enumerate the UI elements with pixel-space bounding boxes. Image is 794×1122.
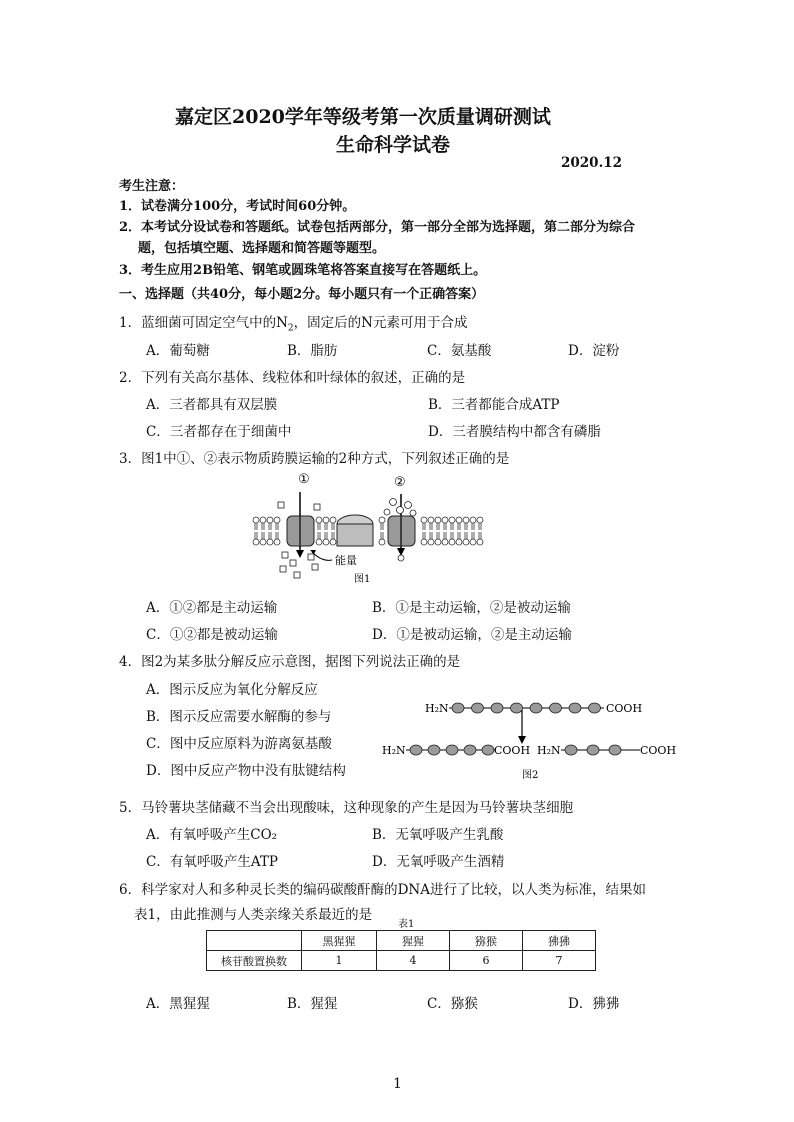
notice-item-2-cont: 题，包括填空题、选择题和简答题等题型。	[138, 241, 386, 256]
question-1-stem: 1．蓝细菌可固定空气中的$N_2$，固定后的N元素可用于合成	[119, 315, 468, 334]
amino-acid-bead	[565, 745, 577, 755]
phospholipid-head	[463, 517, 469, 523]
phospholipid-tail	[325, 523, 327, 530]
page-subtitle: 生命科学试卷	[336, 134, 451, 156]
question-2-stem: 2．下列有关高尔基体、线粒体和叶绿体的叙述，正确的是	[119, 370, 466, 386]
amino-acid-bead	[472, 703, 484, 713]
energy-label: 能量	[335, 554, 357, 567]
phospholipid-tail	[437, 532, 439, 539]
amino-acid-bead	[464, 745, 476, 755]
left-product-amino-end: H₂N	[382, 744, 406, 757]
phospholipid-tail	[318, 523, 320, 530]
q1-option-d: D．淀粉	[568, 343, 620, 359]
phospholipid-tail	[479, 532, 481, 539]
phospholipid-head	[470, 539, 476, 545]
q5-option-b: B．无氧呼吸产生乳酸	[372, 827, 504, 843]
phospholipid-head	[330, 517, 336, 523]
phospholipid-tail	[458, 532, 460, 539]
q1-option-c: C．氨基酸	[427, 343, 492, 359]
table-row	[207, 951, 596, 971]
table-1	[206, 930, 596, 971]
phospholipid-head	[253, 517, 259, 523]
phospholipid-head	[456, 517, 462, 523]
amino-acid-bead	[587, 745, 599, 755]
q4-option-c: C．图中反应原料为游离氨基酸	[146, 736, 332, 752]
phospholipid-head	[316, 517, 322, 523]
notice-item-2: 2．本考试分设试卷和答题纸。试卷包括两部分，第一部分全部为选择题，第二部分为综合	[119, 220, 636, 235]
q3-option-b: B．①是主动运输，②是被动运输	[372, 600, 571, 616]
table-header-row	[207, 931, 596, 951]
phospholipid-head	[316, 539, 322, 545]
section-heading: 一、选择题（共40分，每小题2分。每小题只有一个正确答案）	[119, 287, 485, 302]
phospholipid-tail	[318, 532, 320, 539]
figure-2-peptide-diagram	[380, 692, 680, 784]
phospholipid-head	[456, 539, 462, 545]
amino-acid-bead	[609, 745, 621, 755]
phospholipid-head	[435, 539, 441, 545]
phospholipid-tail	[269, 532, 271, 539]
amino-acid-bead	[482, 745, 494, 755]
phospholipid-tail	[262, 532, 264, 539]
amino-acid-bead	[589, 703, 601, 713]
phospholipid-tail	[423, 532, 425, 539]
phospholipid-head	[379, 517, 385, 523]
amino-acid-bead	[491, 703, 503, 713]
phospholipid-head	[435, 517, 441, 523]
q2-option-a: A．三者都具有双层膜	[146, 397, 278, 413]
page-number: 1	[393, 1076, 402, 1092]
right-product-carboxyl-end: COOH	[640, 744, 677, 757]
notice-heading: 考生注意：	[119, 179, 185, 194]
q1-option-a: A．葡萄糖	[146, 343, 210, 359]
channel-protein	[337, 524, 373, 546]
phospholipid-head	[260, 517, 266, 523]
phospholipid-head	[330, 539, 336, 545]
question-5-stem: 5．马铃薯块茎储藏不当会出现酸味，这种现象的产生是因为马铃薯块茎细胞	[119, 800, 574, 816]
left-product-carboxyl-end: COOH	[494, 744, 531, 757]
right-product-amino-end: H₂N	[537, 744, 561, 757]
phospholipid-head	[260, 539, 266, 545]
amino-acid-bead	[428, 745, 440, 755]
table-cell: 4	[377, 951, 450, 971]
phospholipid-head	[267, 517, 273, 523]
phospholipid-tail	[255, 523, 257, 530]
q6-option-d: D．狒狒	[568, 996, 620, 1012]
q5-option-d: D．无氧呼吸产生酒精	[372, 854, 505, 870]
figure-2-caption: 图2	[522, 770, 539, 781]
phospholipid-tail	[430, 523, 432, 530]
q3-option-a: A．①②都是主动运输	[146, 600, 278, 616]
top-amino-end: H₂N	[425, 702, 449, 715]
phospholipid-tail	[430, 532, 432, 539]
q3-option-c: C．①②都是被动运输	[146, 627, 278, 643]
phospholipid-head	[442, 517, 448, 523]
phospholipid-tail	[276, 523, 278, 530]
phospholipid-head	[477, 517, 483, 523]
phospholipid-head	[274, 517, 280, 523]
phospholipid-tail	[465, 532, 467, 539]
phospholipid-tail	[381, 532, 383, 539]
phospholipid-head	[477, 539, 483, 545]
phospholipid-head	[267, 539, 273, 545]
phospholipid-tail	[332, 523, 334, 530]
q1-option-b: B．脂肪	[287, 343, 338, 359]
q4-option-b: B．图示反应需要水解酶的参与	[146, 709, 332, 725]
phospholipid-tail	[458, 523, 460, 530]
phospholipid-tail	[472, 523, 474, 530]
notice-item-1: 1．试卷满分100分，考试时间60分钟。	[119, 199, 356, 214]
figure-1-membrane-diagram	[250, 472, 490, 584]
table-cell: 6	[450, 951, 523, 971]
table-cell: 1	[302, 951, 377, 971]
table-header-cell: 猕猴	[450, 931, 523, 951]
figure-1-caption: 图1	[354, 574, 371, 584]
amino-acid-bead	[550, 703, 562, 713]
phospholipid-head	[428, 517, 434, 523]
phospholipid-tail	[479, 523, 481, 530]
amino-acid-bead	[410, 745, 422, 755]
phospholipid-tail	[325, 532, 327, 539]
q6-option-a: A．黑猩猩	[146, 996, 210, 1012]
question-3-stem: 3．图1中①、②表示物质跨膜运输的2种方式，下列叙述正确的是	[119, 451, 510, 467]
phospholipid-tail	[472, 532, 474, 539]
table-cell: 7	[523, 951, 596, 971]
q6-option-b: B．猩猩	[287, 996, 338, 1012]
phospholipid-head	[470, 517, 476, 523]
amino-acid-bead	[452, 703, 464, 713]
phospholipid-tail	[332, 532, 334, 539]
phospholipid-tail	[444, 523, 446, 530]
phospholipid-head	[421, 539, 427, 545]
phospholipid-tail	[451, 523, 453, 530]
table-header-cell: 猩猩	[377, 931, 450, 951]
phospholipid-head	[449, 517, 455, 523]
q2-option-d: D．三者膜结构中都含有磷脂	[428, 424, 601, 440]
phospholipid-tail	[262, 523, 264, 530]
top-carboxyl-end: COOH	[606, 702, 643, 715]
phospholipid-head	[323, 539, 329, 545]
table-row-label: 核苷酸置换数	[207, 951, 302, 971]
phospholipid-tail	[451, 532, 453, 539]
q5-option-c: C．有氧呼吸产生ATP	[146, 854, 278, 870]
q4-option-d: D．图中反应产物中没有肽键结构	[146, 763, 346, 779]
q2-option-b: B．三者都能合成ATP	[428, 397, 560, 413]
phospholipid-tail	[444, 532, 446, 539]
table-1-caption: 表1	[398, 919, 415, 930]
phospholipid-tail	[276, 532, 278, 539]
phospholipid-head	[274, 539, 280, 545]
question-4-stem: 4．图2为某多肽分解反应示意图，据图下列说法正确的是	[119, 654, 461, 670]
q5-option-a: A．有氧呼吸产生CO₂	[146, 827, 278, 843]
table-header-cell: 狒狒	[523, 931, 596, 951]
q4-option-a: A．图示反应为氧化分解反应	[146, 682, 318, 698]
figure-1-label-1: ①	[298, 472, 310, 487]
q2-option-c: C．三者都存在于细菌中	[146, 424, 292, 440]
question-6-stem-cont: 表1，由此推测与人类亲缘关系最近的是	[134, 907, 373, 923]
phospholipid-head	[323, 517, 329, 523]
phospholipid-head	[421, 517, 427, 523]
exam-date: 2020.12	[561, 155, 623, 171]
amino-acid-bead	[530, 703, 542, 713]
table-header-cell	[207, 931, 302, 951]
amino-acid-bead	[446, 745, 458, 755]
figure-1-label-2: ②	[394, 475, 406, 490]
phospholipid-head	[379, 539, 385, 545]
phospholipid-head	[442, 539, 448, 545]
phospholipid-tail	[423, 523, 425, 530]
phospholipid-head	[253, 539, 259, 545]
phospholipid-tail	[269, 523, 271, 530]
phospholipid-head	[428, 539, 434, 545]
notice-item-3: 3．考生应用2B铅笔、钢笔或圆珠笔将答案直接写在答题纸上。	[119, 263, 487, 278]
phospholipid-tail	[465, 523, 467, 530]
phospholipid-tail	[437, 523, 439, 530]
question-6-stem: 6．科学家对人和多种灵长类的编码碳酸酐酶的DNA进行了比较，以人类为标准，结果如	[119, 882, 646, 898]
q3-option-d: D．①是被动运输，②是主动运输	[372, 627, 572, 643]
q6-option-c: C．猕猴	[427, 996, 478, 1012]
table-header-cell: 黑猩猩	[302, 931, 377, 951]
phospholipid-head	[449, 539, 455, 545]
amino-acid-bead	[569, 703, 581, 713]
page-title: 嘉定区2020学年等级考第一次质量调研测试	[175, 106, 551, 128]
phospholipid-head	[463, 539, 469, 545]
amino-acid-bead	[511, 703, 523, 713]
phospholipid-tail	[381, 523, 383, 530]
phospholipid-tail	[255, 532, 257, 539]
